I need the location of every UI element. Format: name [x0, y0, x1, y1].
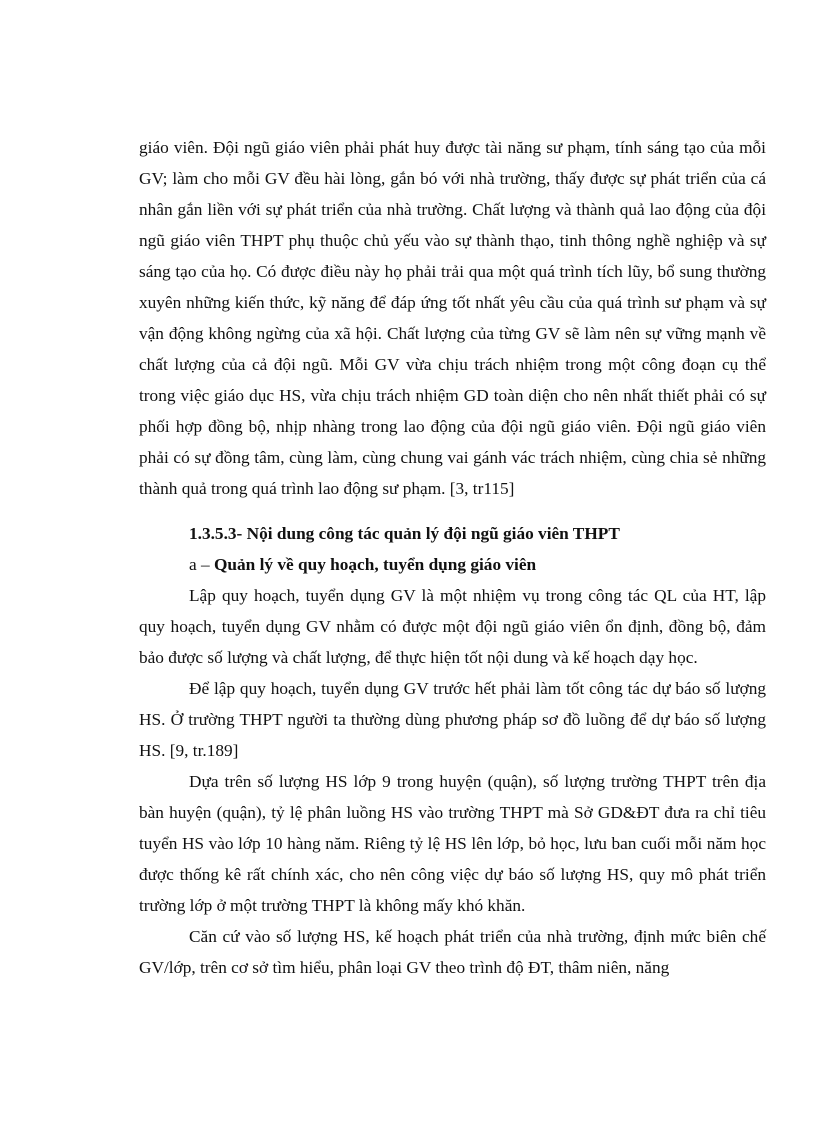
subheading-prefix: a – — [189, 555, 214, 574]
text-block-section — [139, 518, 766, 983]
paragraph-planning: Lập quy hoạch, tuyển dụng GV là một nhiệm vụ trong công tác QL của HT, lập quy hoạch, tuyển dụng GV nhằm có được một đội ngũ giáo viên ổn định, đồng bộ, đảm bảo được số lượng và chất lượng, để thực hiện tốt nội dung và kế hoạch dạy học. — [139, 586, 766, 667]
text-block-top — [139, 132, 766, 504]
continuation-paragraph: giáo viên. Đội ngũ giáo viên phải phát huy được tài năng sư phạm, tính sáng tạo của mỗi GV; làm cho mỗi GV đều hài lòng, gắn bó với nhà trường, thấy được sự phát triển của cá nhân gắn liền với sự phát triển của nhà trường. Chất lượng và thành quả lao động của đội ngũ giáo viên THPT phụ thuộc chủ yếu vào sự thành thạo, tinh thông nghề nghiệp và sự sáng tạo của họ. Có được điều này họ phải trải qua một quá trình tích lũy, bổ sung thường xuyên những kiến thức, kỹ năng để đáp ứng tốt nhất yêu cầu của quá trình sư phạm và sự vận động không ngừng của xã hội. Chất lượng của từng GV sẽ làm nên sự vững mạnh về chất lượng của cả đội ngũ. Mỗi GV vừa chịu trách nhiệm trong một công đoạn cụ thể trong việc giáo dục HS, vừa chịu trách nhiệm GD toàn diện cho nên nhất thiết phải có sự phối hợp đồng bộ, nhịp nhàng trong lao động của đội ngũ giáo viên. Đội ngũ giáo viên phải có sự đồng tâm, cùng làm, cùng chung vai gánh vác trách nhiệm, cùng chia sẻ những thành quả trong quá trình lao động sư phạm. [3, tr115] — [139, 138, 766, 498]
paragraph-basis: Căn cứ vào số lượng HS, kế hoạch phát triển của nhà trường, định mức biên chế GV/lớp, trên cơ sở tìm hiểu, phân loại GV theo trình độ ĐT, thâm niên, năng — [139, 927, 766, 977]
paragraph-based-on: Dựa trên số lượng HS lớp 9 trong huyện (quận), số lượng trường THPT trên địa bàn huyện (quận), tỷ lệ phân luồng HS vào trường THPT mà Sở GD&ĐT đưa ra chỉ tiêu tuyển HS vào lớp 10 hàng năm. Riêng tỷ lệ HS lên lớp, bỏ học, lưu ban cuối mỗi năm học được thống kê rất chính xác, cho nên công việc dự báo số lượng HS, quy mô phát triển trường lớp ở một trường THPT là không mấy khó khăn. — [139, 772, 766, 915]
paragraph-forecast: Để lập quy hoạch, tuyển dụng GV trước hết phải làm tốt công tác dự báo số lượng HS. Ở trường THPT người ta thường dùng phương pháp sơ đồ luồng để dự báo số lượng HS. [9, tr.189] — [139, 679, 766, 760]
section-heading: 1.3.5.3- Nội dung công tác quản lý đội ngũ giáo viên THPT — [189, 524, 620, 543]
section-subheading — [139, 549, 766, 580]
subheading-title: Quản lý về quy hoạch, tuyển dụng giáo viên — [213, 555, 537, 574]
